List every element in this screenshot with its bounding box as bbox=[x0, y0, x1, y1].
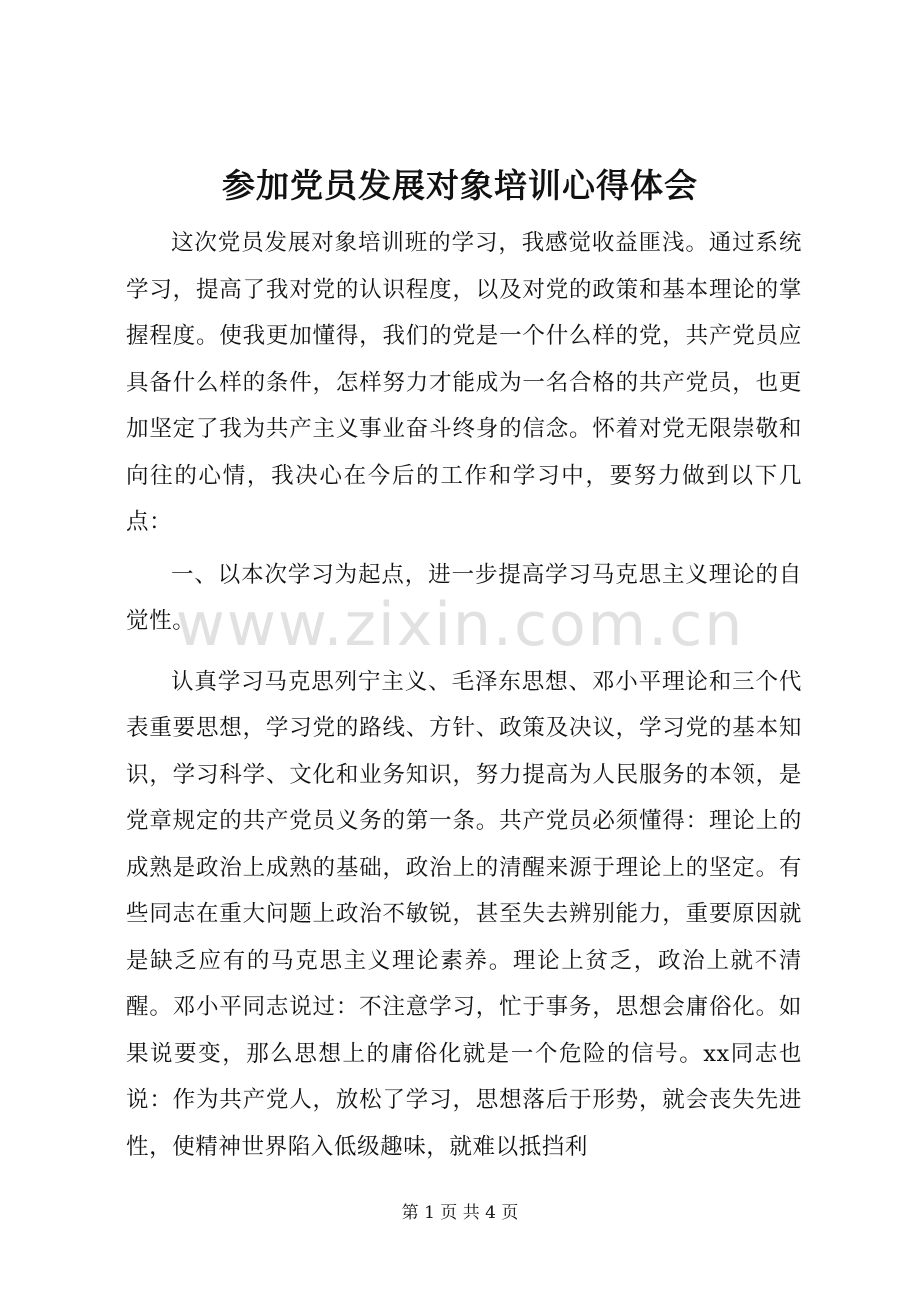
paragraph-point-one: 一、以本次学习为起点，进一步提高学习马克思主义理论的自觉性。 bbox=[126, 561, 802, 634]
document-body bbox=[126, 190, 802, 1170]
paragraph-intro: 这次党员发展对象培训班的学习，我感觉收益匪浅。通过系统学习，提高了我对党的认识程度，以及对党的政策和基本理论的掌握程度。使我更加懂得，我们的党是一个什么样的党，共产党员应具备什么样的条件，怎样努力才能成为一名合格的共产党员，也更加坚定了我为共产主义事业奋斗终身的信念。怀着对党无限崇敬和向往的心情，我决心在今后的工作和学习中，要努力做到以下几点： bbox=[126, 230, 802, 535]
paragraph-theory: 认真学习马克思列宁主义、毛泽东思想、邓小平理论和三个代表重要思想，学习党的路线、方针、政策及决议，学习党的基本知识，学习科学、文化和业务知识，努力提高为人民服务的本领，是党章规定的共产党员义务的第一条。共产党员必须懂得：理论上的成熟是政治上成熟的基础，政治上的清醒来源于理论上的坚定。有些同志在重大问题上政治不敏锐，甚至失去辨别能力，重要原因就是缺乏应有的马克思主义理论素养。理论上贫乏，政治上就不清醒。邓小平同志说过：不注意学习，忙于事务，思想会庸俗化。如果说要变，那么思想上的庸俗化就是一个危险的信号。xx同志也说：作为共产党人，放松了学习，思想落后于形势，就会丧失先进性，使精神世界陷入低级趣味，就难以抵挡利 bbox=[126, 668, 802, 1160]
document-title: 参加党员发展对象培训心得体会 bbox=[222, 166, 698, 205]
watermark-text: www.zixin.com.cn bbox=[175, 590, 745, 660]
page-footer: 第 1 页 共 4 页 bbox=[401, 1203, 519, 1223]
